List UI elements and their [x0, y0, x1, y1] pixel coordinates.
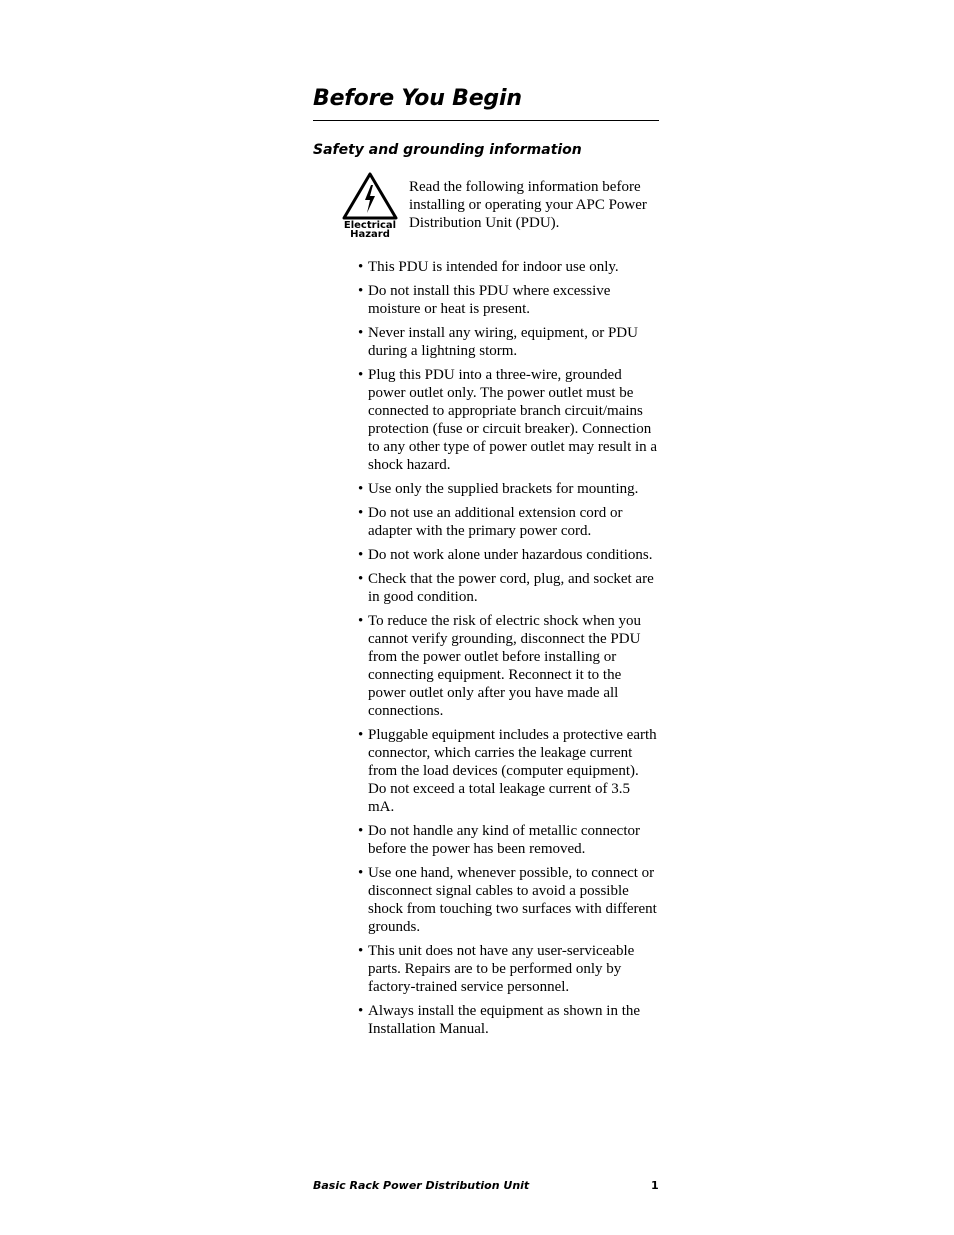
- bullet-marker: •: [358, 481, 364, 497]
- bullet-marker: •: [358, 283, 364, 299]
- bullet-marker: •: [358, 325, 364, 341]
- list-item-text: This unit does not have any user-serviceable parts. Repairs are to be performed only by factory-trained service personnel.: [368, 943, 635, 995]
- bullet-marker: •: [358, 823, 364, 839]
- page-title: Before You Begin: [313, 86, 522, 111]
- list-item-text: Never install any wiring, equipment, or PDU during a lightning storm.: [368, 325, 638, 359]
- footer-document-title: Basic Rack Power Distribution Unit: [313, 1179, 530, 1192]
- list-item-text: Use only the supplied brackets for mounting.: [368, 481, 639, 497]
- list-item: [358, 726, 658, 816]
- list-item: [358, 864, 658, 936]
- bullet-marker: •: [358, 613, 364, 629]
- bullet-marker: •: [358, 505, 364, 521]
- bullet-marker: •: [358, 547, 364, 563]
- electrical-hazard-symbol: [340, 172, 400, 242]
- bullet-marker: •: [358, 367, 364, 383]
- list-item-text: This PDU is intended for indoor use only.: [368, 259, 619, 275]
- list-item-text: Do not handle any kind of metallic connector before the power has been removed.: [368, 823, 640, 857]
- intro-text: Read the following information before installing or operating your APC Power Distribution Unit (PDU).: [409, 179, 647, 231]
- list-item: [358, 822, 658, 858]
- list-item-text: Check that the power cord, plug, and socket are in good condition.: [368, 571, 654, 605]
- title-rule: [313, 120, 659, 121]
- list-item-text: Use one hand, whenever possible, to connect or disconnect signal cables to avoid a possible shock from touching two surfaces with different grounds.: [368, 865, 657, 935]
- list-item: [358, 1002, 658, 1038]
- list-item: [358, 324, 658, 360]
- safety-list: [358, 258, 658, 1044]
- footer-page-number: 1: [651, 1179, 659, 1192]
- bullet-marker: •: [358, 727, 364, 743]
- section-heading: Safety and grounding information: [313, 142, 582, 158]
- list-item-text: Pluggable equipment includes a protective earth connector, which carries the leakage current from the load devices (computer equipment). Do not exceed a total leakage current of 3.5 mA.: [368, 727, 657, 815]
- list-item: [358, 942, 658, 996]
- bullet-marker: •: [358, 259, 364, 275]
- list-item: [358, 480, 658, 498]
- list-item: [358, 258, 658, 276]
- electrical-hazard-icon: [342, 172, 398, 220]
- list-item-text: Do not use an additional extension cord or adapter with the primary power cord.: [368, 505, 623, 539]
- list-item-text: Do not work alone under hazardous conditions.: [368, 547, 653, 563]
- hazard-label: Electrical Hazard: [343, 220, 397, 240]
- list-item-text: Always install the equipment as shown in the Installation Manual.: [368, 1003, 641, 1037]
- list-item: [358, 546, 658, 564]
- bullet-marker: •: [358, 571, 364, 587]
- list-item: [358, 612, 658, 720]
- list-item-text: Plug this PDU into a three-wire, grounded power outlet only. The power outlet must be connected to appropriate branch circuit/mains protection (fuse or circuit breaker). Connection to any other type of power outlet may result in a shock hazard.: [368, 367, 658, 473]
- bullet-marker: •: [358, 1003, 364, 1019]
- list-item: [358, 504, 658, 540]
- list-item-text: Do not install this PDU where excessive moisture or heat is present.: [368, 283, 611, 317]
- list-item: [358, 366, 658, 474]
- list-item: [358, 282, 658, 318]
- bullet-marker: •: [358, 865, 364, 881]
- list-item-text: To reduce the risk of electric shock when you cannot verify grounding, disconnect the PDU from the power outlet before installing or connecting equipment. Reconnect it to the power outlet only after you have made all connections.: [368, 613, 642, 719]
- bullet-marker: •: [358, 943, 364, 959]
- list-item: [358, 570, 658, 606]
